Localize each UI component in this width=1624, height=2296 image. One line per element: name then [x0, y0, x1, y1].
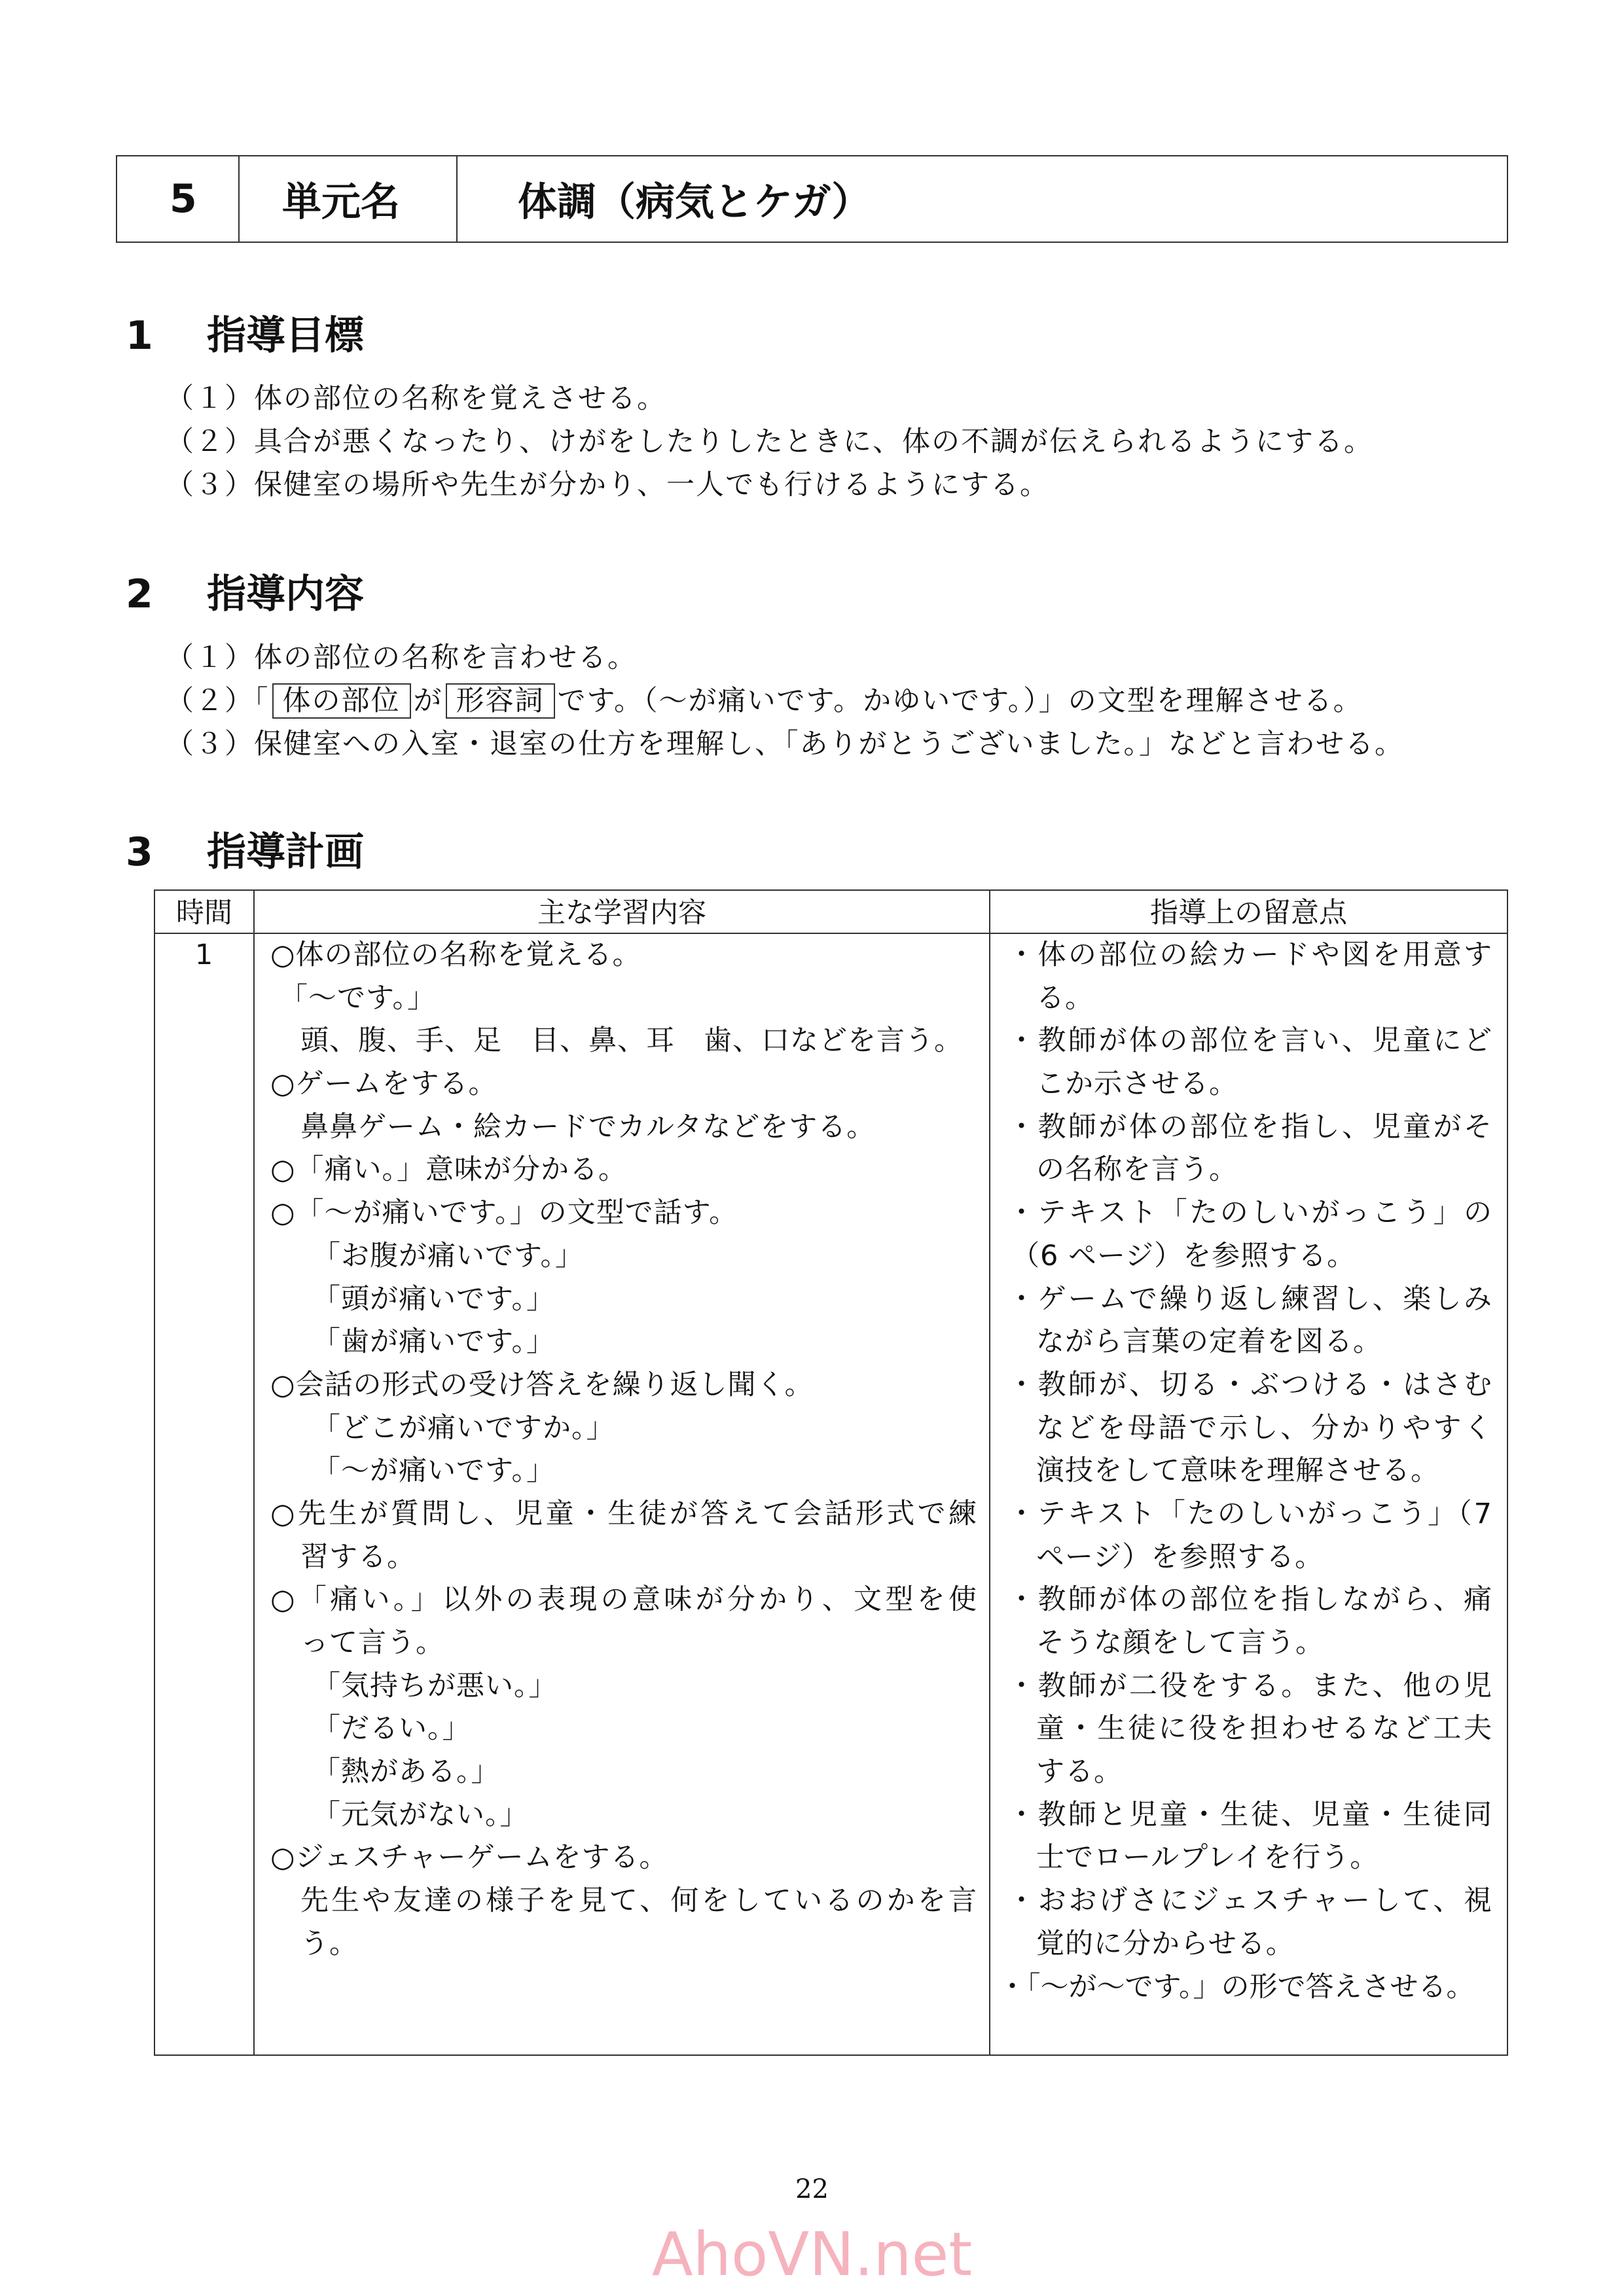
note-line: （6 ページ）を参照する。	[1011, 1239, 1356, 1272]
content-line: 「～です。」	[280, 981, 437, 1014]
content-line: う。	[300, 1927, 358, 1960]
content-line: ○「痛い。」意味が分かる。	[270, 1153, 628, 1187]
content-line: ○会話の形式の受け答えを繰り返し聞く。	[270, 1368, 814, 1401]
section-title: 指導目標	[207, 313, 364, 359]
page-number: 22	[795, 2174, 829, 2204]
note-line: ・テキスト「たのしいがっこう」の	[1007, 1196, 1492, 1230]
note-line: ・体の部位の絵カードや図を用意す	[1007, 939, 1492, 971]
note-line: そうな顔をして言う。	[1036, 1626, 1324, 1659]
section-heading-2	[126, 563, 364, 619]
note-line: ・おおげさにジェスチャーして、視	[1007, 1884, 1492, 1918]
note-line: ・教師が二役をする。また、他の児	[1007, 1669, 1492, 1702]
time-cell: 1	[194, 939, 214, 971]
note-line: ページ）を参照する。	[1036, 1540, 1324, 1573]
note-line: ・「～が～です。」の形で答えさせる。	[998, 1970, 1475, 2003]
section-number: 1	[126, 313, 153, 359]
section-heading-1	[126, 304, 364, 361]
header-content: 主な学習内容	[254, 890, 990, 933]
note-line: ・教師が体の部位を指しながら、痛	[1007, 1583, 1492, 1617]
content-line: ○ジェスチャーゲームをする。	[270, 1841, 668, 1874]
content-line: ○体の部位の名称を覚える。	[270, 939, 641, 971]
content-line: 「元気がない。」	[312, 1798, 529, 1831]
content-line: 頭、腹、手、足 目、鼻、耳 歯、口などを言う。	[300, 1024, 963, 1058]
boxed-term: 形容詞	[446, 683, 555, 719]
content-cell	[254, 933, 990, 2055]
note-line: ・教師が体の部位を指し、児童がそ	[1007, 1110, 1492, 1143]
watermark: AhoVN.net	[651, 2219, 973, 2289]
header-notes: 指導上の留意点	[990, 890, 1507, 933]
note-line: 覚的に分からせる。	[1036, 1927, 1295, 1960]
note-line: ・ゲームで繰り返し練習し、楽しみ	[1007, 1282, 1492, 1316]
note-line: ・教師が体の部位を言い、児童にど	[1007, 1024, 1492, 1058]
content-line: 先生や友達の様子を見て、何をしているのかを言	[300, 1884, 977, 1918]
section-number: 2	[126, 571, 153, 617]
table-header-row	[154, 890, 1507, 933]
goal-item: （３）保健室の場所や先生が分かり、一人でも行けるようにする。	[166, 469, 1049, 501]
content-line: ○「～が痛いです。」の文型で話す。	[270, 1196, 738, 1230]
lesson-plan-table	[154, 889, 1508, 2056]
content-line: 「頭が痛いです。」	[312, 1282, 556, 1316]
goal-item: （２）具合が悪くなったり、けがをしたりしたときに、体の不調が伝えられるようにする。	[166, 425, 1373, 458]
content-line: 習する。	[300, 1540, 416, 1573]
content-line: 「お腹が痛いです。」	[312, 1239, 585, 1272]
content-item: （３）保健室への入室・退室の仕方を理解し、「ありがとうございました。」などと言わせる。	[166, 728, 1404, 761]
note-line: する。	[1036, 1755, 1123, 1789]
note-line: こか示させる。	[1036, 1067, 1238, 1101]
boxed-term: 体の部位	[272, 683, 411, 719]
section-title: 指導内容	[207, 571, 364, 617]
header-time: 時間	[154, 890, 254, 933]
note-line: 童・生徒に役を担わせるなど工夫	[1036, 1712, 1492, 1746]
section-heading-3	[126, 821, 364, 877]
note-line: の名称を言う。	[1036, 1153, 1238, 1187]
note-line: る。	[1036, 981, 1094, 1014]
content-line: 「だるい。」	[312, 1712, 471, 1746]
note-line: ・教師が、切る・ぶつける・はさむ	[1007, 1368, 1492, 1401]
note-line: 演技をして意味を理解させる。	[1036, 1454, 1439, 1488]
content-line: 「どこが痛いですか。」	[312, 1411, 615, 1444]
note-line: などを母語で示し、分かりやすく	[1036, 1411, 1492, 1444]
content-line: ○先生が質問し、児童・生徒が答えて会話形式で練	[270, 1497, 977, 1530]
unit-number: 5	[170, 176, 197, 222]
note-line: ながら言葉の定着を図る。	[1036, 1325, 1382, 1359]
table-row	[154, 933, 1507, 2055]
notes-cell	[990, 933, 1507, 2055]
content-line: って言う。	[300, 1626, 444, 1659]
divider	[456, 156, 458, 242]
content-line: ○「痛い。」以外の表現の意味が分かり、文型を使	[270, 1583, 977, 1617]
content-line: 「～が痛いです。」	[312, 1454, 556, 1488]
content-line: ○ゲームをする。	[270, 1067, 497, 1101]
content-item: （１）体の部位の名称を言わせる。	[166, 641, 637, 674]
content-line: 「熱がある。」	[312, 1755, 500, 1789]
content-item-pattern	[166, 679, 1363, 719]
unit-header	[116, 155, 1508, 243]
goal-item: （１）体の部位の名称を覚えさせる。	[166, 382, 666, 415]
divider	[238, 156, 240, 242]
pattern-mid: が	[413, 685, 443, 717]
content-line: 「歯が痛いです。」	[312, 1325, 556, 1359]
section-title: 指導計画	[207, 829, 364, 875]
content-line: 鼻鼻ゲーム・絵カードでカルタなどをする。	[300, 1110, 876, 1143]
pattern-suffix: です。（～が痛いです。かゆいです。）」の文型を理解させる。	[557, 685, 1363, 717]
note-line: ・テキスト「たのしいがっこう」（7	[1007, 1497, 1492, 1530]
note-line: ・教師と児童・生徒、児童・生徒同	[1007, 1798, 1492, 1831]
note-line: 士でロールプレイを行う。	[1036, 1841, 1379, 1874]
content-line: 「気持ちが悪い。」	[312, 1669, 558, 1702]
section-number: 3	[126, 829, 153, 875]
pattern-prefix: （２）「	[166, 685, 270, 717]
unit-title: 体調（病気とケガ）	[518, 179, 871, 225]
unit-label: 単元名	[282, 179, 400, 225]
